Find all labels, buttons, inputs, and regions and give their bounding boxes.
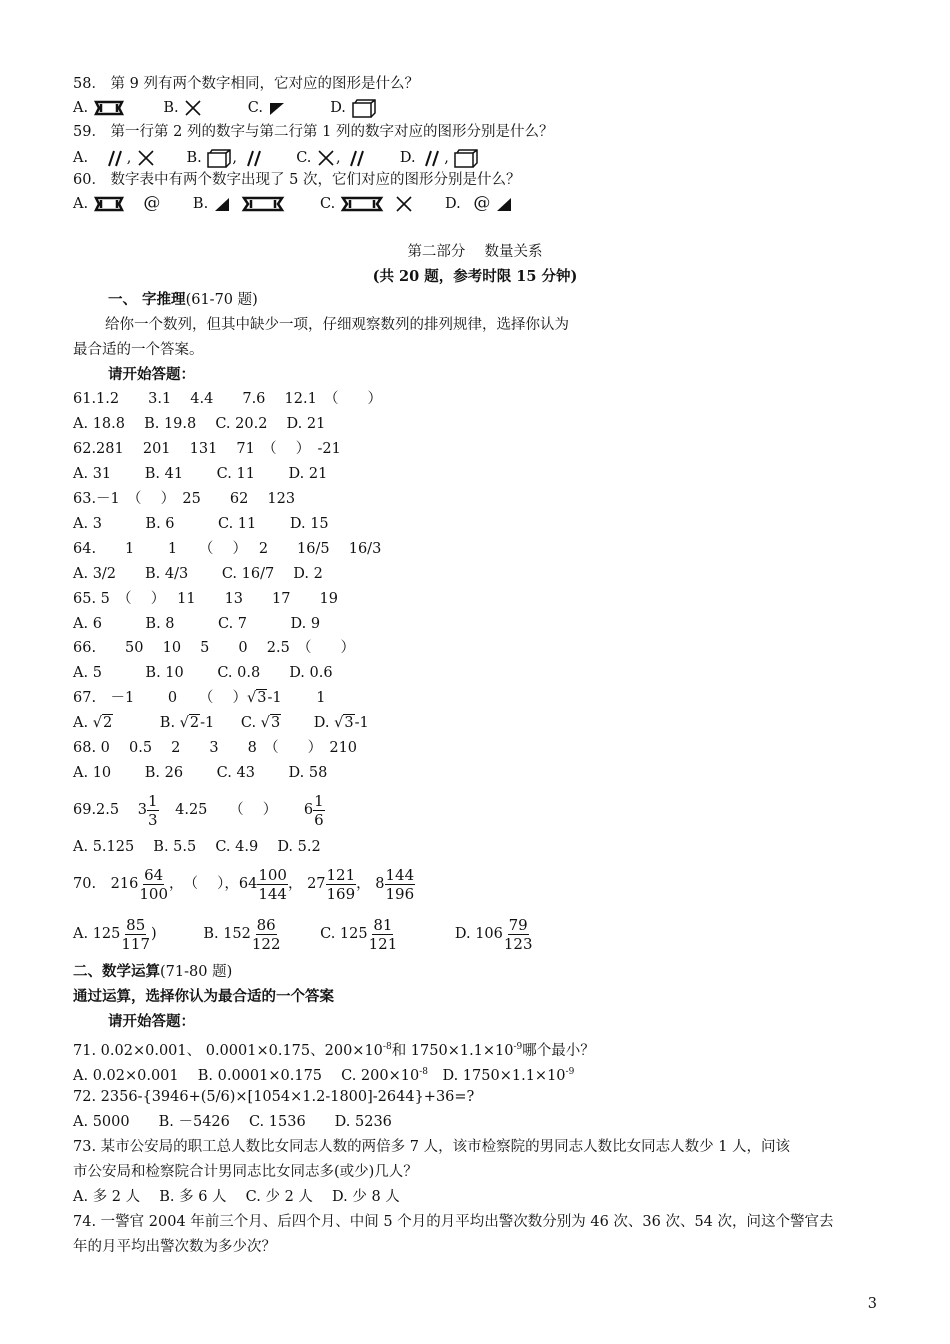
triangle-figure-icon: [268, 99, 286, 117]
q65-options[interactable]: A. 6 B. 8 C. 7 D. 9: [73, 616, 321, 632]
mixed-whole: 125: [339, 926, 368, 942]
q67-term: 1: [316, 690, 326, 706]
radicand: 3: [270, 715, 281, 731]
q68-stem: 68. 0 0.5 2 3 8 （ ） 210: [73, 740, 358, 756]
q73-stem-line2: 市公安局和检察院合计男同志比女同志多(或少)几人？: [73, 1164, 418, 1180]
section2-title: 二、数学运算: [73, 963, 160, 980]
scroll-figure-icon: [340, 194, 384, 214]
q70-option-d[interactable]: D.: [454, 926, 471, 942]
q64-stem: 64. 1 1 （ ） 2 16/5 16/3: [73, 541, 382, 557]
q64-options[interactable]: A. 3/2 B. 4/3 C. 16/7 D. 2: [73, 566, 323, 582]
comma: ,: [444, 150, 449, 166]
cross-figure-icon: [136, 148, 156, 168]
q69-middle: 4.25 （ ）: [175, 802, 278, 818]
q71-stem: 71. 0.02×0.001、 0.0001×0.175、$200\times 10^{-8}$和 $1750\times 1.1\times 10^{-9}$哪个最小？: [73, 1042, 595, 1059]
q67-option-b[interactable]: B.: [159, 715, 176, 731]
q62-stem: 62.281 201 131 71 （ ） -21: [73, 441, 341, 457]
q67-option-a[interactable]: A.: [73, 715, 89, 731]
q72-options[interactable]: A. 5000 B. －5426 C. 1536 D. 5236: [73, 1114, 392, 1130]
minus-one: -1: [354, 715, 369, 731]
section1-heading: [108, 290, 258, 310]
q69-options[interactable]: A. 5.125 B. 5.5 C. 4.9 D. 5.2: [73, 839, 321, 855]
mixed-whole: 27: [307, 876, 326, 892]
fraction: $\frac{1}{3}$: [147, 791, 158, 829]
q65-stem: 65. 5 （ ） 11 13 17 19: [73, 591, 338, 607]
fraction: $\frac{79}{123}$: [503, 915, 533, 953]
q69-stem: [73, 788, 325, 832]
cross-figure-icon: [183, 98, 203, 118]
q60-options: [73, 193, 513, 214]
double-slash-icon: [345, 148, 369, 168]
start-answer-label: 请开始答题：: [108, 1013, 195, 1030]
part-title: 第二部分 数量关系: [407, 244, 543, 260]
mixed-whole: 8: [375, 876, 385, 892]
fraction: $\frac{81}{121}$: [368, 915, 398, 953]
fraction: $\frac{100}{144}$: [258, 865, 287, 903]
mixed-whole: 6: [303, 802, 314, 818]
q58-option-d[interactable]: D.: [330, 100, 346, 116]
triangle-figure-icon: [495, 195, 513, 213]
section1-title: 一、 字推理: [108, 291, 186, 308]
mixed-whole: 64: [238, 876, 258, 892]
comma: ,: [232, 150, 238, 166]
q67-option-d[interactable]: D.: [313, 715, 330, 731]
q59-options: [73, 147, 479, 169]
q67-option-c[interactable]: C.: [240, 715, 257, 731]
part-subtitle: (共 20 题，参考时限 15 分钟): [372, 268, 578, 285]
triangle-figure-icon: [213, 195, 231, 213]
radicand: 2: [102, 715, 113, 731]
q58-option-b[interactable]: B.: [163, 100, 179, 116]
q60-stem: 60． 数字表中有两个数字出现了 5 次，它们对应的图形分别是什么？: [73, 172, 521, 188]
minus-one: -1: [267, 690, 282, 706]
scroll-figure-icon: [93, 98, 125, 118]
stacked-cards-icon: [206, 147, 232, 169]
q59-stem: 59． 第一行第 2 列的数字与第二行第 1 列的数字对应的图形分别是什么？: [73, 124, 554, 140]
q59-option-c[interactable]: C.: [296, 150, 312, 166]
q70-options: [73, 912, 534, 956]
section2-heading: [73, 962, 232, 982]
minus-one: -1: [200, 715, 215, 731]
q63-stem: 63.－1 （ ） 25 62 123: [73, 491, 296, 507]
section1-intro-line2: 最合适的一个答案。: [73, 342, 204, 358]
fraction: $\frac{144}{196}$: [385, 865, 415, 903]
section2-intro: 通过运算，选择你认为最合适的一个答案: [73, 988, 334, 1005]
stacked-cards-icon: [453, 147, 479, 169]
section2-range: (71-80 题): [160, 964, 233, 980]
q60-option-b[interactable]: B.: [192, 196, 209, 212]
q74-stem-line2: 年的月平均出警次数为多少次？: [73, 1239, 276, 1255]
fraction: $\frac{1}{6}$: [314, 791, 324, 829]
q59-option-d[interactable]: D.: [399, 150, 416, 166]
q58-option-a[interactable]: A.: [73, 100, 89, 116]
q61-options[interactable]: A. 18.8 B. 19.8 C. 20.2 D. 21: [73, 416, 326, 432]
q74-stem-line1: 74. 一警官 2004 年前三个月、后四个月、中间 5 个月的月平均出警次数分别为 46 次、36 次、54 次，问这个警官去: [73, 1214, 834, 1230]
scroll-figure-icon: [241, 194, 285, 214]
at-sign-figure: @: [473, 193, 491, 213]
fraction: $\frac{64}{100}$: [139, 865, 168, 903]
mixed-whole: 152: [223, 926, 251, 942]
q70-prefix: 70.: [73, 876, 97, 892]
cross-figure-icon: [316, 148, 336, 168]
q70-option-a[interactable]: A.: [73, 926, 89, 942]
q60-option-c[interactable]: C.: [320, 196, 336, 212]
mixed-whole: 216: [110, 876, 139, 892]
q72-stem: 72. 2356-{3946+(5/6)×[1054×1.2-1800]-2644}+36=?: [73, 1089, 475, 1105]
stacked-cards-icon: [351, 97, 377, 119]
section1-intro-line1: 给你一个数列，但其中缺少一项，仔细观察数列的排列规律，选择你认为: [105, 317, 569, 333]
radicand: 3: [344, 715, 354, 731]
mixed-whole: 3: [137, 802, 147, 818]
fraction: $\frac{85}{117}$: [121, 915, 151, 953]
q68-options[interactable]: A. 10 B. 26 C. 43 D. 58: [73, 765, 328, 781]
q73-options[interactable]: A. 多 2 人 B. 多 6 人 C. 少 2 人 D. 少 8 人: [73, 1189, 400, 1205]
scroll-figure-icon: [93, 194, 125, 214]
q58-options: [73, 97, 377, 119]
radicand: 3: [257, 690, 267, 706]
at-sign-figure: @: [143, 193, 161, 213]
q70-option-b[interactable]: B.: [203, 926, 219, 942]
q67-stem: [73, 688, 325, 708]
comma: ,: [336, 150, 341, 166]
paren: ): [151, 926, 157, 942]
q60-option-d[interactable]: D.: [445, 196, 461, 212]
q60-option-a[interactable]: A.: [73, 196, 89, 212]
q67-prefix: 67. －1 0 （ ）: [73, 690, 247, 706]
double-slash-icon: [420, 148, 444, 168]
start-answer-label: 请开始答题：: [108, 366, 195, 383]
q63-options[interactable]: A. 3 B. 6 C. 11 D. 15: [73, 516, 329, 532]
q73-stem-line1: 73. 某市公安局的职工总人数比女同志人数的两倍多 7 人，该市检察院的男同志人数比女同志人数少 1 人，问该: [73, 1139, 791, 1155]
double-slash-icon: [103, 148, 127, 168]
q70-option-c[interactable]: C.: [320, 926, 336, 942]
fraction: $\frac{86}{122}$: [251, 915, 281, 953]
mixed-whole: 106: [475, 926, 503, 942]
section1-range: (61-70 题): [185, 292, 258, 308]
q58-stem: 58． 第 9 列有两个数字相同，它对应的图形是什么？: [73, 76, 420, 92]
q62-options[interactable]: A. 31 B. 41 C. 11 D. 21: [73, 466, 328, 482]
q69-prefix: 69.2.5: [73, 802, 120, 818]
mixed-whole: 125: [92, 926, 121, 942]
q58-option-c[interactable]: C.: [247, 100, 263, 116]
q67-options: A. √2 B. √2-1 C. √3 D. √3-1: [73, 715, 369, 731]
cross-figure-icon: [394, 194, 414, 214]
q66-stem: 66. 50 10 5 0 2.5 （ ）: [73, 640, 356, 656]
page-number: 3: [867, 1296, 877, 1312]
q59-option-a[interactable]: A.: [73, 150, 89, 166]
comma: ,: [126, 150, 132, 166]
q70-stem: 70. 216 $\frac{64}{100}$ ， （ ），64 $\frac{100}{144}$ ， 27 $\frac{121}{169}$ ， 8 $\frac{144}{196}$: [73, 865, 415, 903]
q59-option-b[interactable]: B.: [186, 150, 202, 166]
radicand: 2: [189, 715, 200, 731]
fraction: $\frac{121}{169}$: [326, 865, 356, 903]
sqrt-expression: √3-1: [246, 690, 282, 706]
q61-stem: 61.1.2 3.1 4.4 7.6 12.1 （ ）: [73, 391, 383, 407]
q66-options[interactable]: A. 5 B. 10 C. 0.8 D. 0.6: [73, 665, 333, 681]
q70-blank: ， （ ），: [169, 876, 239, 892]
double-slash-icon: [242, 148, 266, 168]
q71-options[interactable]: A. 0.02×0.001 B. 0.0001×0.175 C. $200\times 10^{-8}$ D. $1750\times 1.1\times 10^{-9}$: [73, 1067, 575, 1084]
